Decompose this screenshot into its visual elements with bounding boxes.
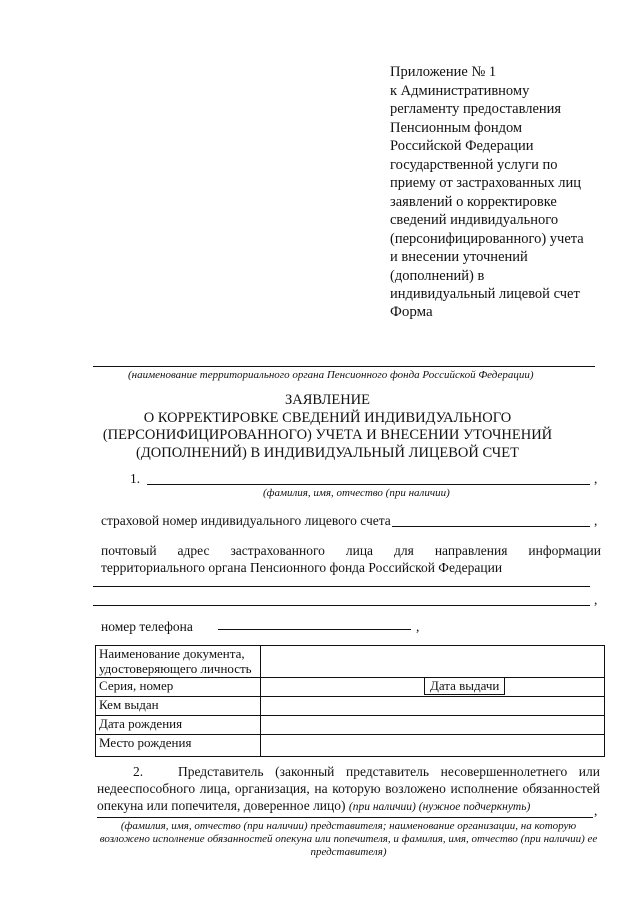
section2-text	[97, 763, 600, 816]
header-line: государственной услуги по	[390, 156, 558, 173]
snils-field[interactable]	[392, 526, 590, 527]
title-line: (ПЕРСОНИФИЦИРОВАННОГО) УЧЕТА И ВНЕСЕНИИ УТОЧНЕНИЙ	[102, 427, 553, 443]
section1-number: 1.	[130, 471, 141, 486]
title-line: (ДОПОЛНЕНИЙ) В ИНДИВИДУАЛЬНЫЙ ЛИЦЕВОЙ СЧЕТ	[136, 444, 519, 461]
fio-field[interactable]	[147, 484, 590, 485]
title-line: ЗАЯВЛЕНИЕ	[284, 392, 371, 408]
section2-number: 2.	[133, 764, 144, 779]
series-field[interactable]	[261, 678, 605, 697]
form-label: Форма	[390, 304, 433, 320]
header-line: Приложение № 1	[390, 64, 497, 80]
header-line: (персонифицированного) учета	[390, 230, 584, 247]
address-field-line2[interactable]	[93, 605, 590, 606]
header-line: Пенсионным фондом	[390, 119, 523, 136]
doc-name-label: Наименование документа, удостоверяющего личность	[96, 646, 261, 678]
address-field-line1[interactable]	[93, 586, 590, 587]
header-line: (дополнений) в	[390, 267, 485, 284]
header-line: к Административному	[390, 82, 530, 99]
section2-note: (при наличии) (нужное подчеркнуть)	[348, 801, 531, 813]
snils-label: страховой номер индивидуального лицевого счета	[101, 513, 391, 528]
header-line: индивидуальный лицевой счет	[390, 286, 580, 302]
header-line: приему от застрахованных лиц	[390, 175, 582, 191]
title-line: О КОРРЕКТИРОВКЕ СВЕДЕНИЙ ИНДИВИДУАЛЬНОГО	[143, 409, 512, 426]
organ-caption: (наименование территориального органа Пенсионного фонда Российской Федерации)	[128, 369, 534, 381]
header-line: Российской Федерации	[390, 138, 534, 154]
organ-name-field[interactable]	[93, 366, 595, 367]
representative-caption: (фамилия, имя, отчество (при наличии) представителя; наименование организации, на которую возложено исполнение обязанностей опекуна или попечителя, и фамилия, имя, отчество (при наличии) ее представителя)	[99, 820, 598, 858]
issued-by-label: Кем выдан	[96, 697, 261, 716]
comma: ,	[594, 803, 598, 818]
issue-date-label: Дата выдачи	[424, 677, 505, 695]
birth-place-field[interactable]	[261, 735, 605, 757]
header-line: и внесении уточнений	[390, 249, 528, 265]
birth-date-field[interactable]	[261, 716, 605, 735]
representative-field[interactable]	[97, 817, 593, 818]
address-label: почтовый адрес застрахованного лица для направления информации территориального органа Пенсионного фонда Российской Федерации	[101, 543, 601, 575]
birth-date-label: Дата рождения	[96, 716, 261, 735]
phone-label: номер телефона	[101, 619, 193, 634]
doc-name-field[interactable]	[261, 646, 605, 678]
document-title	[90, 392, 565, 462]
id-document-table	[95, 645, 605, 757]
phone-field[interactable]	[218, 629, 411, 630]
issued-by-field[interactable]	[261, 697, 605, 716]
comma: ,	[416, 619, 420, 634]
comma: ,	[594, 513, 598, 528]
comma: ,	[594, 471, 598, 486]
fio-caption: (фамилия, имя, отчество (при наличии)	[263, 487, 450, 499]
header-line: регламенту предоставления	[390, 101, 562, 117]
comma: ,	[594, 592, 598, 607]
series-label: Серия, номер	[96, 678, 261, 697]
section2-body: Представитель (законный представитель несовершеннолетнего или недееспособного лица, организация, на которую возложено исполнение обязанностей опекуна или попечителя, доверенное лицо)	[97, 764, 600, 813]
birth-place-label: Место рождения	[96, 735, 261, 757]
header-line: сведений индивидуального	[390, 212, 559, 228]
appendix-header	[390, 63, 630, 304]
header-line: заявлений о корректировке	[390, 193, 557, 210]
